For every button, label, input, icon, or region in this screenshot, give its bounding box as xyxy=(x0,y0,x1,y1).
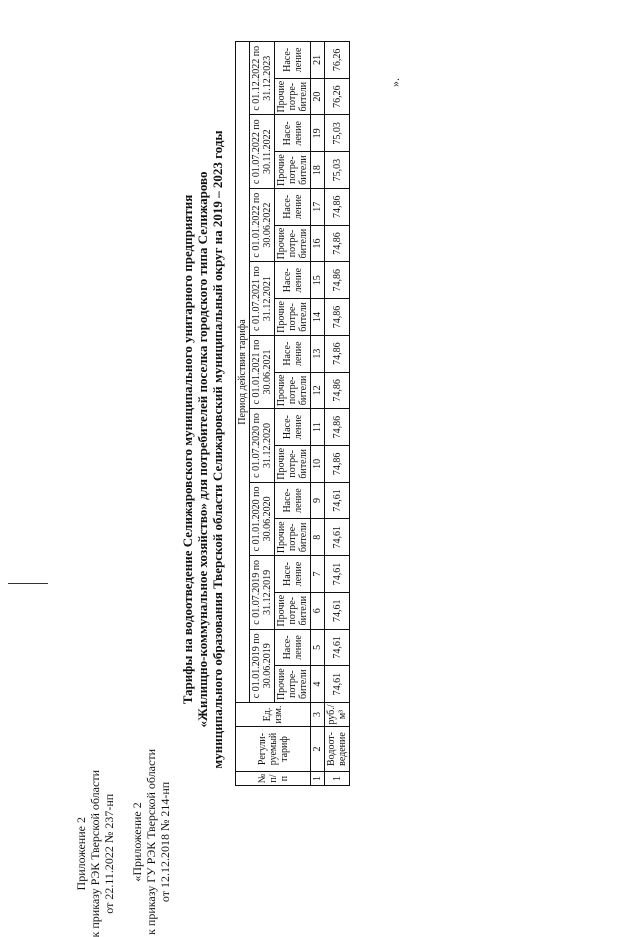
period-header: с 01.12.2022 по 31.12.2023 xyxy=(250,42,275,116)
tariff-value: 74,61 xyxy=(325,666,350,703)
period-header: с 01.01.2021 по 30.06.2021 xyxy=(250,335,275,408)
period-header: с 01.07.2022 по 30.11.2022 xyxy=(250,115,275,188)
column-number: 12 xyxy=(311,372,325,409)
tariff-value: 74,86 xyxy=(325,299,350,336)
period-header: с 01.07.2021 по 31.12.2021 xyxy=(250,262,275,335)
subheader-population: Насе-ление xyxy=(275,115,311,152)
subheader-population: Насе-ление xyxy=(275,629,311,666)
appendix-original-line2: к приказу ГУ РЭК Тверской области xyxy=(144,749,158,935)
tariff-value: 74,61 xyxy=(325,519,350,556)
title-line1: Тарифы на водоотведение Селижаровского муниципального унитарного предприятия xyxy=(180,194,195,705)
tariff-value: 75,03 xyxy=(325,152,350,189)
row-num: 1 xyxy=(325,772,350,786)
period-row xyxy=(250,42,275,786)
subheader-other-consumers: Прочие потре-бители xyxy=(275,152,311,189)
column-number: 2 xyxy=(311,727,325,772)
tariff-value: 74,86 xyxy=(325,372,350,409)
subheader-other-consumers: Прочие потре-бители xyxy=(275,225,311,262)
column-number: 8 xyxy=(311,519,325,556)
subheader-other-consumers: Прочие потре-бители xyxy=(275,519,311,556)
column-number: 15 xyxy=(311,262,325,299)
tariff-value: 74,61 xyxy=(325,482,350,519)
appendix-current-block xyxy=(74,770,116,937)
tariff-table xyxy=(235,41,350,786)
tariff-value: 76,26 xyxy=(325,42,350,79)
header-row-1 xyxy=(236,42,250,786)
tariff-value: 74,86 xyxy=(325,262,350,299)
column-number: 10 xyxy=(311,445,325,482)
column-number: 17 xyxy=(311,188,325,225)
column-number: 20 xyxy=(311,78,325,115)
subheader-other-consumers: Прочие потре-бители xyxy=(275,666,311,703)
period-header: с 01.01.2022 по 30.06.2022 xyxy=(250,188,275,261)
subheader-population: Насе-ление xyxy=(275,482,311,519)
tariff-value: 76,26 xyxy=(325,78,350,115)
row-name: Водоот-ведение xyxy=(325,727,350,772)
column-number: 18 xyxy=(311,152,325,189)
period-header: с 01.07.2020 по 31.12.2020 xyxy=(250,409,275,482)
period-header: с 01.07.2019 по 31.12.2019 xyxy=(250,556,275,629)
title-line2: «Жилищно-коммунальное хозяйство» для потребителей поселка городского типа Селижарово xyxy=(195,171,210,728)
header-num: № п/п xyxy=(236,772,311,786)
subheader-population: Насе-ление xyxy=(275,335,311,372)
appendix-original-line3: от 12.12.2018 № 214-нп xyxy=(158,781,172,903)
subheader-row xyxy=(275,42,311,786)
appendix-original-block xyxy=(130,749,172,935)
column-number: 19 xyxy=(311,115,325,152)
tariff-value: 74,61 xyxy=(325,629,350,666)
subheader-population: Насе-ление xyxy=(275,262,311,299)
row-unit: руб./м³ xyxy=(326,704,348,725)
subheader-population: Насе-ление xyxy=(275,42,311,79)
tariff-value: 75,03 xyxy=(325,115,350,152)
column-number: 4 xyxy=(311,666,325,703)
period-header: с 01.01.2019 по 30.06.2019 xyxy=(250,629,275,702)
appendix-current-line2: к приказу РЭК Тверской области xyxy=(88,770,102,937)
closing-quote: ». xyxy=(388,78,402,87)
table-row xyxy=(325,42,350,786)
column-number: 5 xyxy=(311,629,325,666)
document-title xyxy=(180,0,225,899)
appendix-current-line3: от 22.11.2022 № 237-нп xyxy=(102,793,116,914)
column-number: 1 xyxy=(311,772,325,786)
appendix-current-line1: Приложение 2 xyxy=(74,817,88,891)
column-number: 7 xyxy=(311,556,325,593)
subheader-other-consumers: Прочие потре-бители xyxy=(275,592,311,629)
column-number: 13 xyxy=(311,335,325,372)
subheader-other-consumers: Прочие потре-бители xyxy=(275,445,311,482)
subheader-other-consumers: Прочие потре-бители xyxy=(275,372,311,409)
column-number: 11 xyxy=(311,409,325,446)
subheader-other-consumers: Прочие потре-бители xyxy=(275,299,311,336)
subheader-population: Насе-ление xyxy=(275,188,311,225)
column-number: 21 xyxy=(311,42,325,79)
title-line3: муниципального образования Тверской области Селижаровский муниципальный округ на 2019 – 2023 годы xyxy=(210,130,225,769)
header-unit: Ед. изм. xyxy=(236,703,311,727)
header-tariff: Регули-руемый тариф xyxy=(236,727,311,772)
subheader-population: Насе-ление xyxy=(275,556,311,593)
tariff-value: 74,86 xyxy=(325,225,350,262)
subheader-population: Насе-ление xyxy=(275,409,311,446)
margin-line xyxy=(8,583,48,584)
tariff-value: 74,86 xyxy=(325,445,350,482)
column-number: 9 xyxy=(311,482,325,519)
column-number: 6 xyxy=(311,592,325,629)
tariff-value: 74,86 xyxy=(325,188,350,225)
column-number: 14 xyxy=(311,299,325,336)
appendix-original-line1: «Приложение 2 xyxy=(130,802,144,882)
period-header: с 01.01.2020 по 30.06.2020 xyxy=(250,482,275,555)
column-number: 16 xyxy=(311,225,325,262)
column-number: 3 xyxy=(311,703,325,727)
subheader-other-consumers: Прочие потре-бители xyxy=(275,78,311,115)
header-period: Период действия тарифа xyxy=(236,42,250,703)
tariff-value: 74,86 xyxy=(325,335,350,372)
tariff-value: 74,61 xyxy=(325,592,350,629)
tariff-value: 74,61 xyxy=(325,556,350,593)
tariff-value: 74,86 xyxy=(325,409,350,446)
column-number-row xyxy=(311,42,325,786)
